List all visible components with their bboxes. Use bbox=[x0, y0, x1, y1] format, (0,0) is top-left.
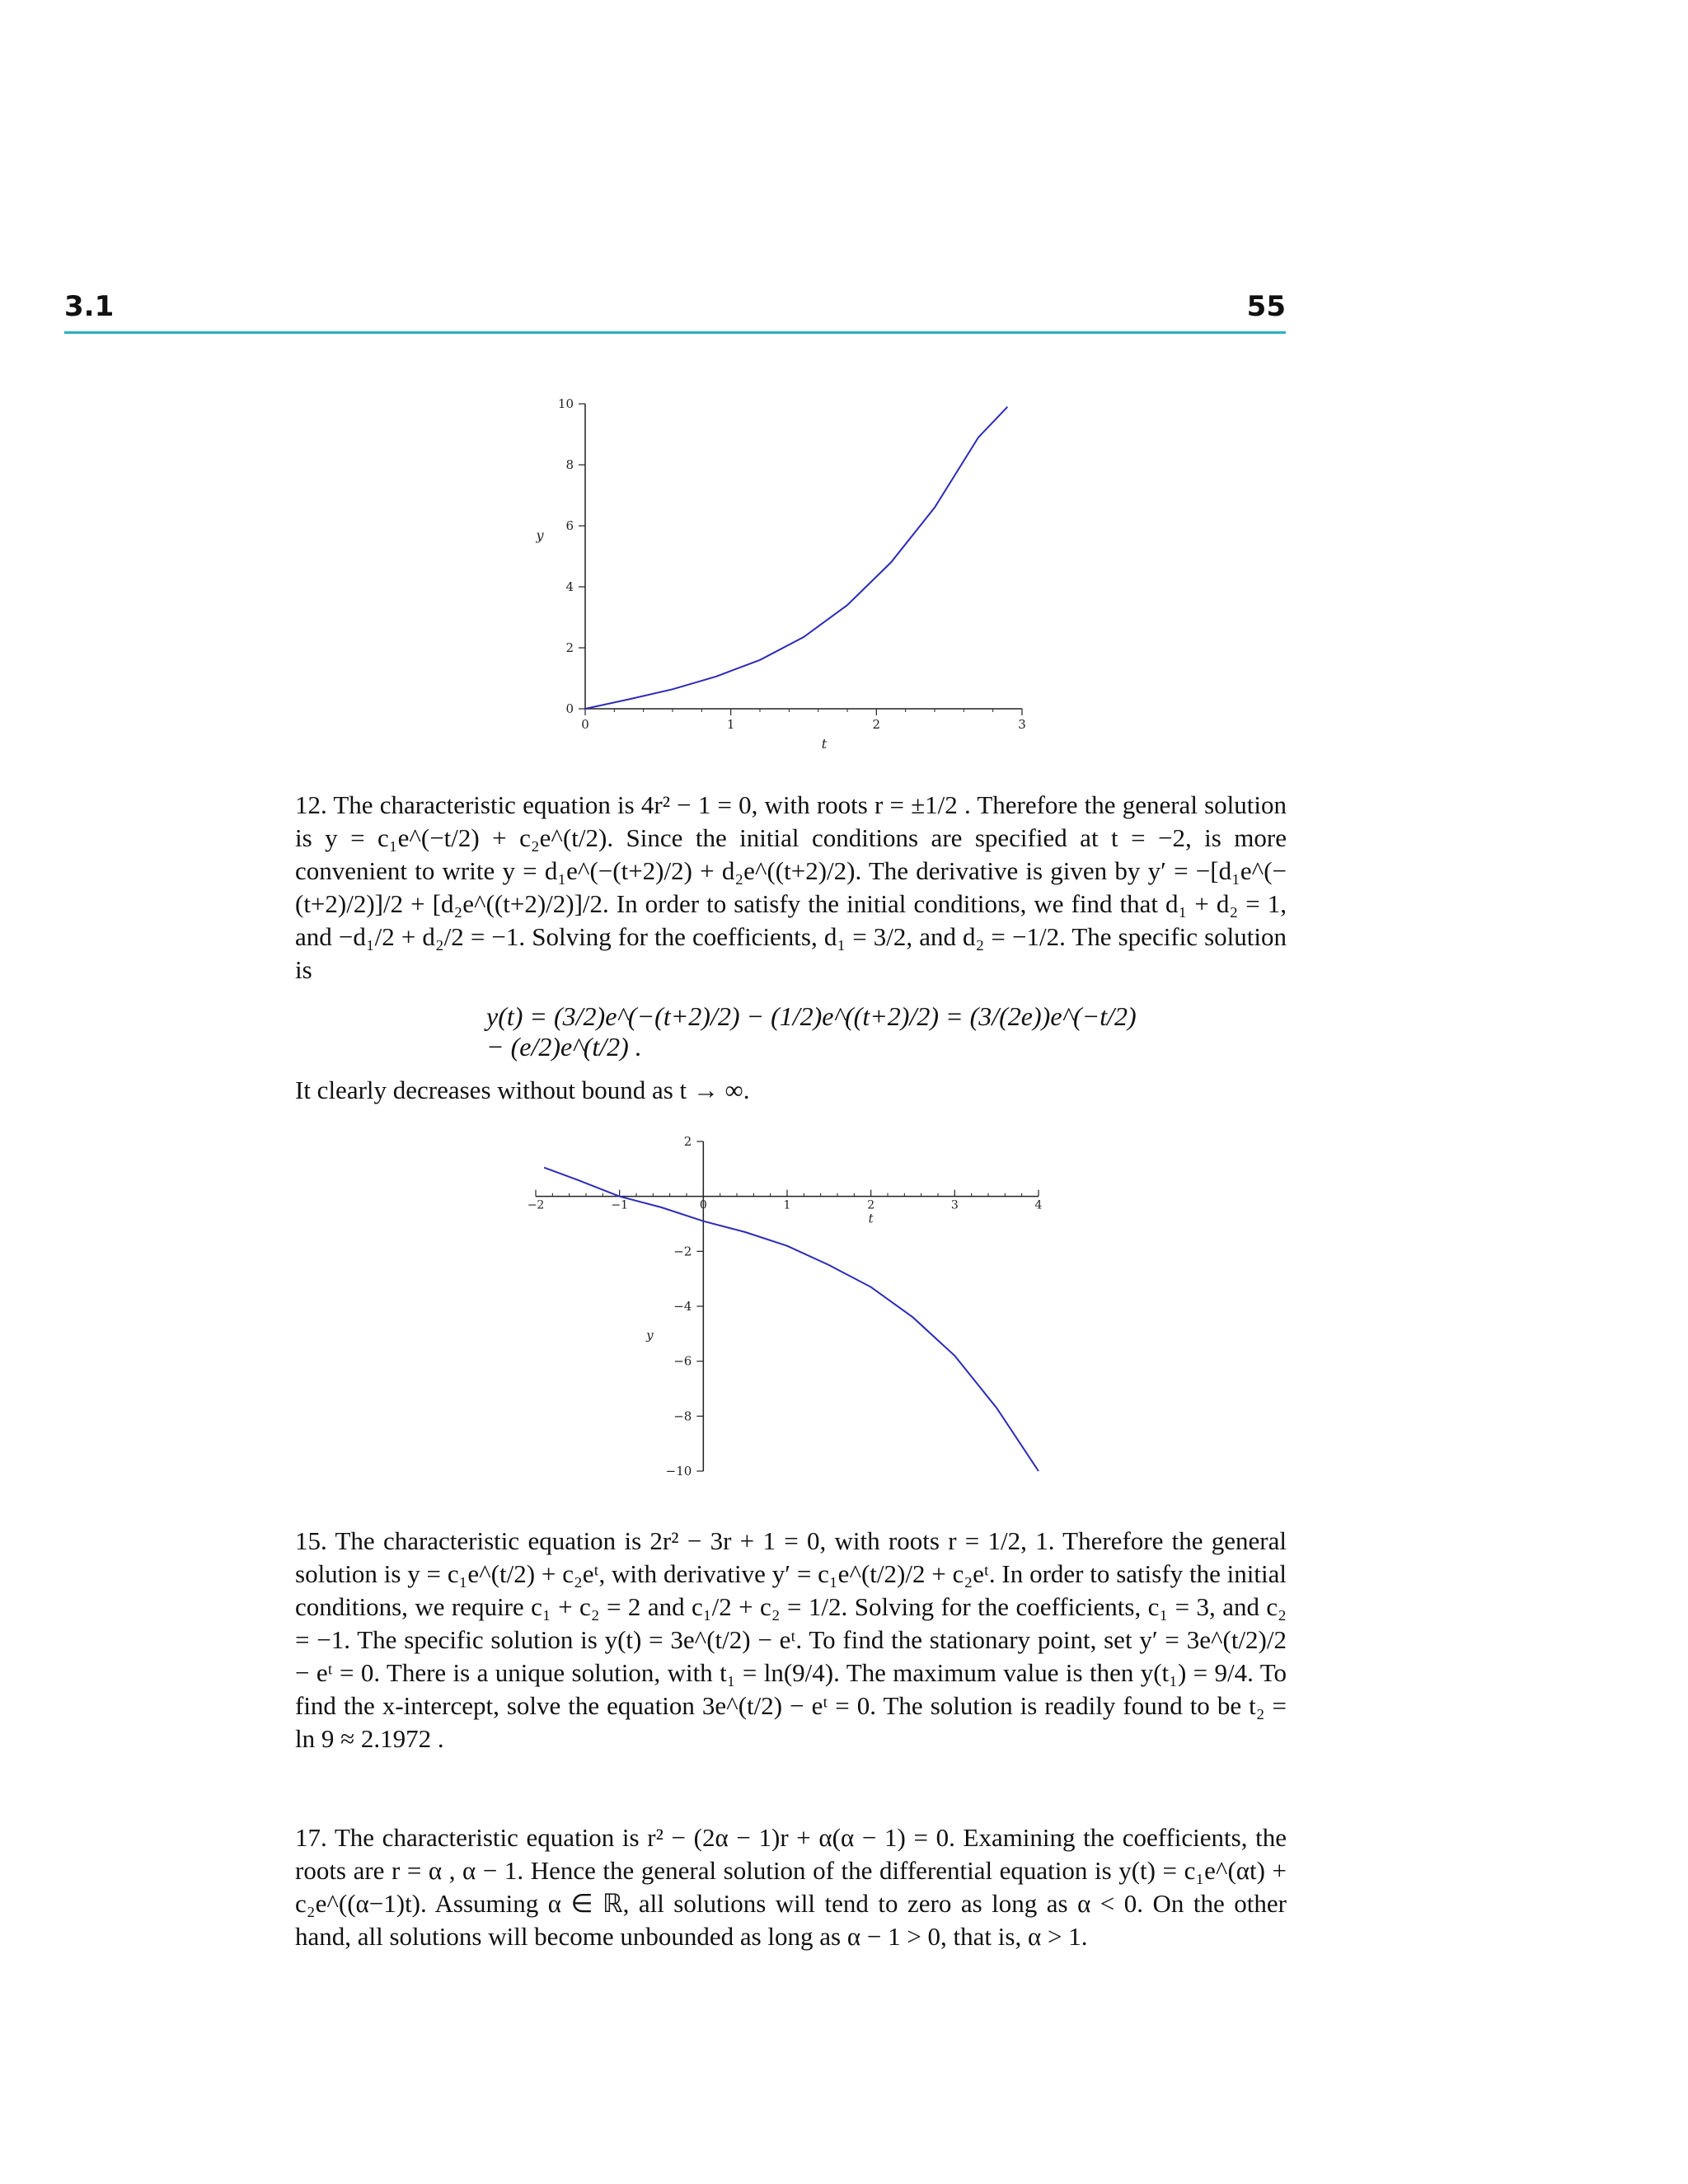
x-tick-label: 3 bbox=[1018, 717, 1026, 732]
x-tick-label: −2 bbox=[528, 1198, 545, 1212]
problem-17-text: 17. The characteristic equation is r² − (2α − 1)r + α(α − 1) = 0. Examining the coefficients, the roots are r = α , α − 1. Hence the general solution of the differential equation is y(t) = c₁e^(αt) + c₂e^((α−1)t). Assuming α ∈ ℝ, all solutions will tend to zero as long as α < 0. On the other hand, all solutions will become unbounded as long as α − 1 > 0, that is, α > 1. bbox=[295, 1823, 1287, 1951]
y-tick-label: −8 bbox=[673, 1408, 692, 1424]
x-tick-label: 2 bbox=[872, 717, 881, 732]
page-number: 55 bbox=[1246, 290, 1286, 323]
problem-12-conclusion: It clearly decreases without bound as t → ∞. bbox=[295, 1076, 750, 1104]
y-tick-label: 4 bbox=[565, 579, 574, 594]
x-tick-label: 2 bbox=[867, 1198, 875, 1212]
data-series-line bbox=[544, 1168, 1039, 1471]
y-tick-label: −4 bbox=[673, 1299, 692, 1314]
figure-1-plot bbox=[528, 387, 1055, 750]
x-tick-label: 3 bbox=[950, 1198, 959, 1212]
x-tick-label: 0 bbox=[581, 717, 589, 732]
y-tick-label: 0 bbox=[565, 701, 574, 716]
y-tick-label: 10 bbox=[557, 396, 574, 411]
figure-2-plot bbox=[528, 1125, 1071, 1488]
problem-12-text: 12. The characteristic equation is 4r² − 1 = 0, with roots r = ±1/2 . Therefore the general solution is y = c₁e^(−t/2) + c₂e^(t/2). Since the initial conditions are specified at t = −2, is more convenient to write y = d₁e^(−(t+2)/2) + d₂e^((t+2)/2). The derivative is given by y′ = −[d₁e^(−(t+2)/2)]/2 + [d₂e^((t+2)/2)]/2. In order to satisfy the initial conditions, we find that d₁ + d₂ = 1, and −d₁/2 + d₂/2 = −1. Solving for the coefficients, d₁ = 3/2, and d₂ = −1/2. The specific solution is bbox=[295, 790, 1287, 984]
x-axis-label: t bbox=[821, 736, 828, 750]
y-tick-label: 2 bbox=[683, 1134, 692, 1149]
y-tick-label: 8 bbox=[565, 457, 574, 472]
y-tick-label: −6 bbox=[673, 1353, 692, 1369]
x-axis-label: t bbox=[868, 1211, 874, 1226]
y-axis-label: y bbox=[536, 527, 544, 543]
x-tick-label: 1 bbox=[783, 1198, 791, 1212]
section-number: 3.1 bbox=[64, 290, 115, 323]
y-tick-label: −10 bbox=[665, 1464, 692, 1479]
y-tick-label: 2 bbox=[565, 640, 574, 655]
page-header bbox=[64, 290, 1286, 334]
y-tick-label: 6 bbox=[565, 518, 574, 533]
problem-12-equation: y(t) = (3/2)e^(−(t+2)/2) − (1/2)e^((t+2)/2) = (3/(2e))e^(−t/2) − (e/2)e^(t/2) . bbox=[486, 1001, 1137, 1062]
y-axis-label: y bbox=[646, 1328, 654, 1343]
x-tick-label: 4 bbox=[1034, 1198, 1043, 1212]
x-tick-label: 1 bbox=[726, 717, 735, 732]
data-series-line bbox=[585, 407, 1007, 709]
x-tick-label: 0 bbox=[699, 1198, 707, 1212]
x-tick-label: −1 bbox=[611, 1198, 628, 1212]
y-tick-label: −2 bbox=[673, 1244, 692, 1259]
problem-15-text: 15. The characteristic equation is 2r² − 3r + 1 = 0, with roots r = 1/2, 1. Therefore the general solution is y = c₁e^(t/2) + c₂eᵗ, with derivative y′ = c₁e^(t/2)/2 + c₂eᵗ. In order to satisfy the initial conditions, we require c₁ + c₂ = 2 and c₁/2 + c₂ = 1/2. Solving for the coefficients, c₁ = 3, and c₂ = −1. The specific solution is y(t) = 3e^(t/2) − eᵗ. To find the stationary point, set y′ = 3e^(t/2)/2 − eᵗ = 0. There is a unique solution, with t₁ = ln(9/4). The maximum value is then y(t₁) = 9/4. To find the x-intercept, solve the equation 3e^(t/2) − eᵗ = 0. The solution is readily found to be t₂ = ln 9 ≈ 2.1972 . bbox=[295, 1526, 1287, 1753]
